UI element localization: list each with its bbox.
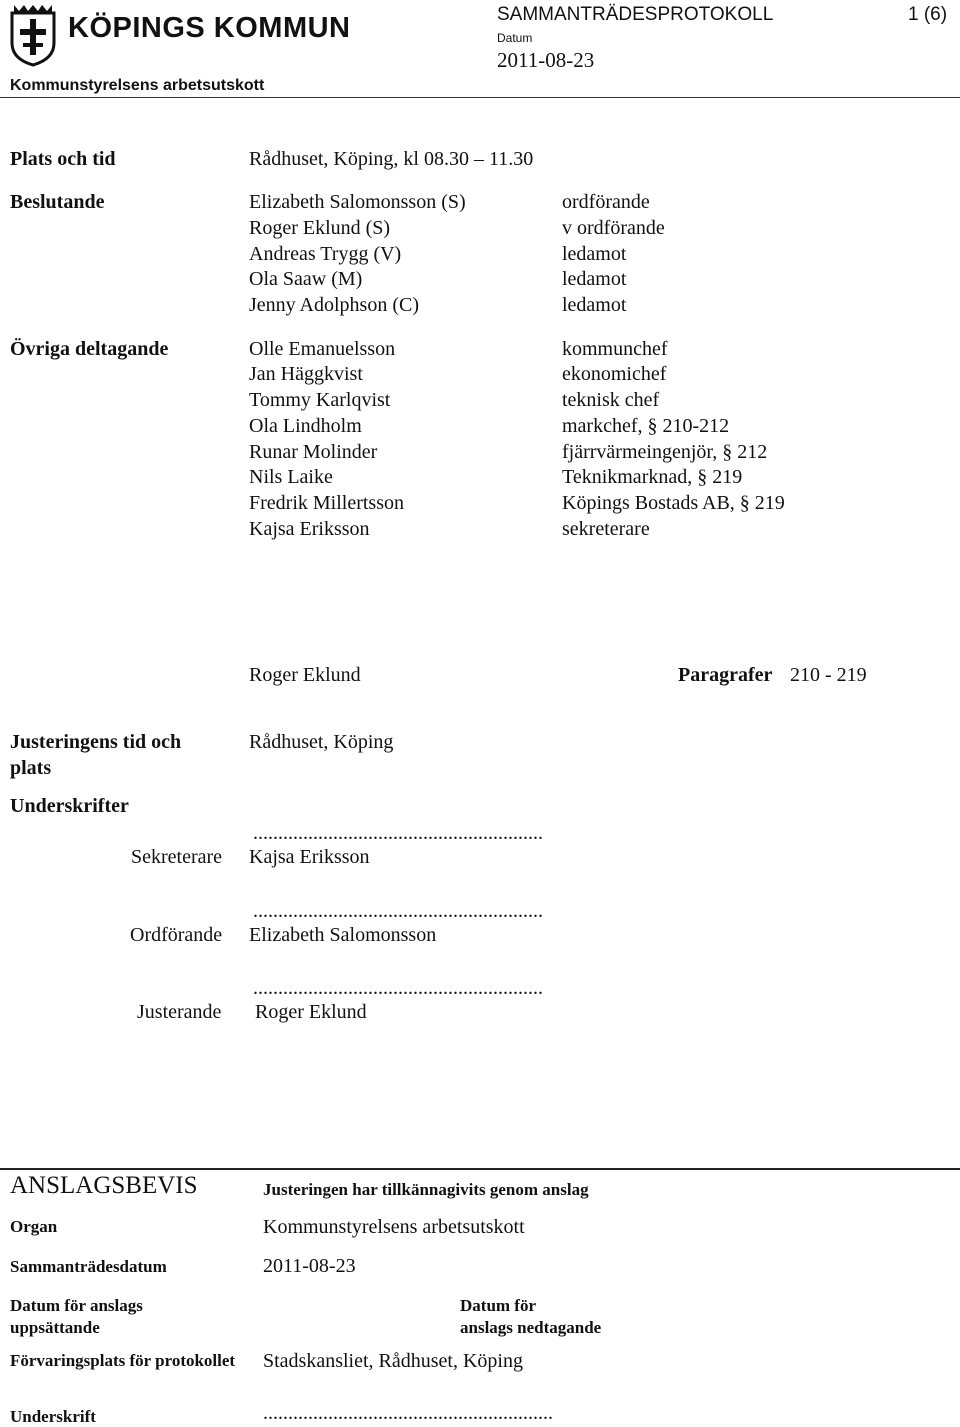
participant-role: markchef, § 210-212 xyxy=(562,415,730,437)
participant-role: teknisk chef xyxy=(562,389,660,411)
member-name: Roger Eklund (S) xyxy=(249,217,391,239)
meeting-date-label: Sammanträdesdatum xyxy=(10,1257,167,1276)
organ-header: Kommunstyrelsens arbetsutskott xyxy=(10,77,265,94)
logo-text: KÖPINGS KOMMUN xyxy=(68,12,351,44)
participant-role: fjärrvärmeingenjör, § 212 xyxy=(562,441,768,463)
page-indicator: 1 (6) xyxy=(908,4,948,25)
removal-date-label-line2: anslags nedtagande xyxy=(460,1318,602,1337)
member-role: v ordförande xyxy=(562,217,665,239)
signature-line: .......................................................... xyxy=(253,977,543,999)
decision-makers-label: Beslutande xyxy=(10,191,105,213)
notice-title: ANSLAGSBEVIS xyxy=(10,1172,198,1199)
signature-name: Elizabeth Salomonsson xyxy=(249,924,437,946)
member-name: Jenny Adolphson (C) xyxy=(249,294,419,316)
member-role: ordförande xyxy=(562,191,650,213)
member-name: Andreas Trygg (V) xyxy=(249,243,402,265)
participant-name: Nils Laike xyxy=(249,466,333,488)
paragraphs-value: 210 - 219 xyxy=(790,664,867,686)
signature-line: .......................................................... xyxy=(253,900,543,922)
participant-name: Runar Molinder xyxy=(249,441,378,463)
signature-name: Kajsa Eriksson xyxy=(249,846,370,868)
signature-name: Roger Eklund xyxy=(255,1001,367,1023)
place-value: Rådhuset, Köping, kl 08.30 – 11.30 xyxy=(249,148,534,170)
signature-label: Underskrift xyxy=(10,1407,96,1426)
paragraphs-label: Paragrafer xyxy=(678,664,773,686)
signature-role: Ordförande xyxy=(130,924,223,946)
participant-name: Olle Emanuelsson xyxy=(249,338,396,360)
adjuster-name: Roger Eklund xyxy=(249,664,361,686)
member-role: ledamot xyxy=(562,294,627,316)
participant-role: sekreterare xyxy=(562,518,650,540)
notice-divider xyxy=(0,1168,960,1170)
storage-value: Stadskansliet, Rådhuset, Köping xyxy=(263,1350,523,1372)
member-role: ledamot xyxy=(562,243,627,265)
posting-date-label-line2: uppsättande xyxy=(10,1318,100,1337)
signature-role: Sekreterare xyxy=(131,846,223,868)
organ-value: Kommunstyrelsens arbetsutskott xyxy=(263,1216,525,1238)
participant-name: Fredrik Millertsson xyxy=(249,492,404,514)
notice-subtitle: Justeringen har tillkännagivits genom anslag xyxy=(263,1180,589,1199)
participant-role: Teknikmarknad, § 219 xyxy=(562,466,743,488)
coat-of-arms-icon xyxy=(10,3,56,67)
member-name: Ola Saaw (M) xyxy=(249,268,363,290)
member-name: Elizabeth Salomonsson (S) xyxy=(249,191,466,213)
other-participants-label: Övriga deltagande xyxy=(10,338,169,360)
place-label: Plats och tid xyxy=(10,148,116,170)
participant-role: ekonomichef xyxy=(562,363,667,385)
document-type: SAMMANTRÄDESPROTOKOLL xyxy=(497,4,774,25)
date-value: 2011-08-23 xyxy=(497,48,595,72)
member-role: ledamot xyxy=(562,268,627,290)
signature-role: Justerande xyxy=(137,1001,222,1023)
participant-role: Köpings Bostads AB, § 219 xyxy=(562,492,785,514)
signature-line: .......................................................... xyxy=(253,822,543,844)
signatures-label: Underskrifter xyxy=(10,795,129,817)
participant-role: kommunchef xyxy=(562,338,668,360)
participant-name: Kajsa Eriksson xyxy=(249,518,370,540)
notice-signature-line: .......................................................... xyxy=(263,1402,553,1424)
adjustment-label-line2: plats xyxy=(10,757,52,779)
participant-name: Ola Lindholm xyxy=(249,415,362,437)
organ-label: Organ xyxy=(10,1217,58,1236)
header-divider xyxy=(0,97,960,98)
adjustment-label-line1: Justeringens tid och xyxy=(10,731,182,753)
participant-name: Jan Häggkvist xyxy=(249,363,363,385)
meeting-date-value: 2011-08-23 xyxy=(263,1255,356,1277)
storage-label: Förvaringsplats för protokollet xyxy=(10,1351,236,1370)
participant-name: Tommy Karlqvist xyxy=(249,389,391,411)
date-label: Datum xyxy=(497,31,533,45)
removal-date-label-line1: Datum för xyxy=(460,1296,537,1315)
adjustment-value: Rådhuset, Köping xyxy=(249,731,394,753)
posting-date-label-line1: Datum för anslags xyxy=(10,1296,143,1315)
